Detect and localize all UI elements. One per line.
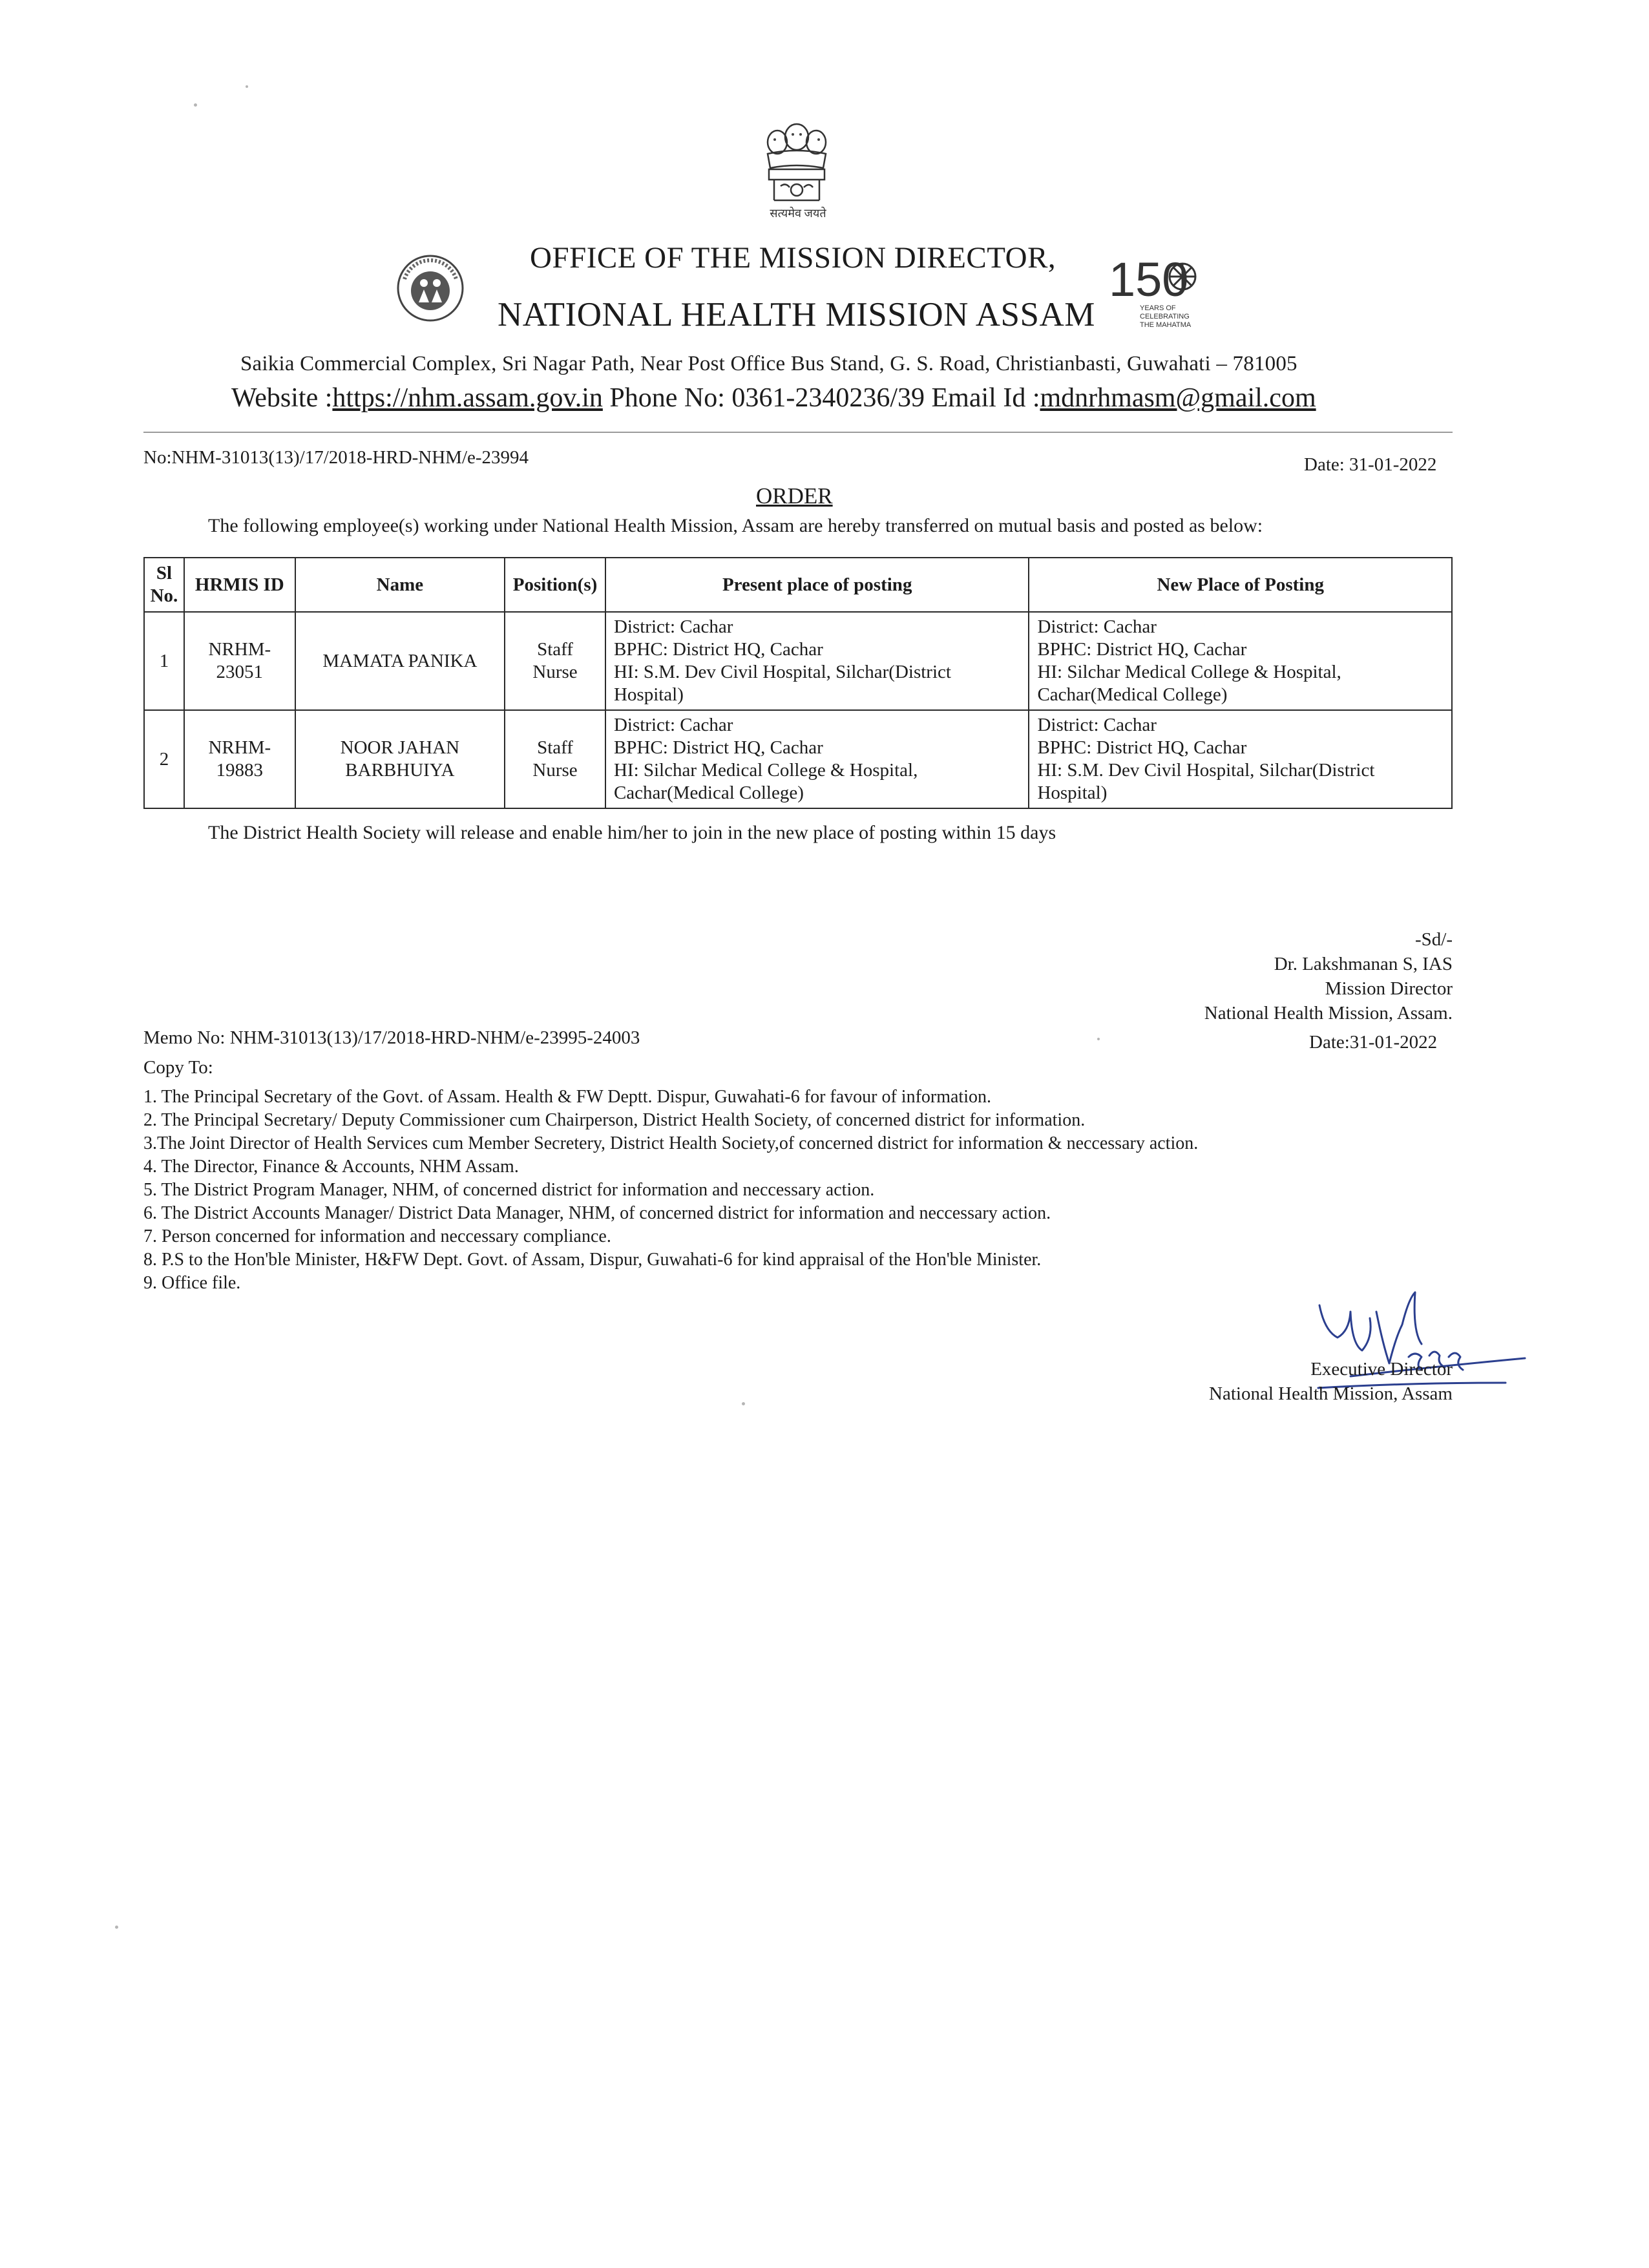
scan-speck (246, 85, 248, 88)
cell-sl: 1 (144, 612, 184, 710)
col-header-sl: Sl No. (144, 558, 184, 612)
present-line: BPHC: District HQ, Cachar (613, 737, 823, 758)
list-item: 7. Person concerned for information and neccessary compliance. (143, 1226, 611, 1246)
header-divider (143, 432, 1453, 433)
signatory-block (1204, 927, 1453, 1025)
table-row (144, 710, 1452, 808)
cell-new-place (1029, 710, 1452, 808)
new-line: Cachar(Medical College) (1037, 684, 1228, 705)
new-line: HI: S.M. Dev Civil Hospital, Silchar(District (1037, 760, 1375, 781)
logo-150-line3: THE MAHATMA (1140, 321, 1192, 329)
signatory-sd: -Sd/- (1415, 929, 1453, 950)
scan-speck (115, 1926, 118, 1929)
table-row (144, 612, 1452, 710)
cell-name: MAMATA PANIKA (295, 612, 505, 710)
nhm-logo-icon (395, 253, 465, 323)
new-line: BPHC: District HQ, Cachar (1037, 737, 1247, 758)
order-date: Date: 31-01-2022 (1304, 454, 1437, 475)
list-item: 5. The District Program Manager, NHM, of concerned district for information and neccessary action. (143, 1180, 875, 1200)
memo-number: Memo No: NHM-31013(13)/17/2018-HRD-NHM/e-23995-24003 (143, 1027, 640, 1048)
present-line: District: Cachar (613, 715, 733, 735)
cell-position: Staff Nurse (505, 612, 605, 710)
list-item: 6. The District Accounts Manager/ District Data Manager, NHM, of concerned district for information and neccessary action. (143, 1203, 1051, 1223)
mission-title: NATIONAL HEALTH MISSION ASSAM (498, 296, 1095, 333)
col-header-new: New Place of Posting (1029, 558, 1452, 612)
new-line: HI: Silchar Medical College & Hospital, (1037, 662, 1341, 682)
transfer-table (143, 557, 1453, 809)
present-line: BPHC: District HQ, Cachar (613, 639, 823, 660)
signatory-org: National Health Mission, Assam. (1204, 1003, 1453, 1024)
new-line: District: Cachar (1037, 715, 1157, 735)
logo-150-line1: YEARS OF (1140, 304, 1176, 312)
cell-present-place (605, 612, 1029, 710)
scan-speck (1097, 1038, 1100, 1040)
state-emblem-icon (748, 110, 845, 220)
website-link[interactable]: https://nhm.assam.gov.in (332, 383, 603, 413)
list-item: 3.The Joint Director of Health Services cum Member Secretery, District Health Society,of concerned district for information & neccessary action. (143, 1133, 1199, 1153)
release-note: The District Health Society will release and enable him/her to join in the new place of posting within 15 days (208, 822, 1056, 843)
new-line: BPHC: District HQ, Cachar (1037, 639, 1247, 660)
scan-speck (742, 1402, 745, 1405)
email-link[interactable]: mdnrhmasm@gmail.com (1040, 383, 1316, 413)
col-header-name: Name (295, 558, 505, 612)
list-item: 1. The Principal Secretary of the Govt. of Assam. Health & FW Deptt. Dispur, Guwahati-6 for favour of information. (143, 1087, 991, 1107)
signatory-designation: Mission Director (1325, 978, 1453, 999)
executive-designation: Executive Director (1310, 1359, 1453, 1380)
list-item: 2. The Principal Secretary/ Deputy Commissioner cum Chairperson, District Health Society, of concerned district for information. (143, 1110, 1086, 1130)
website-label: Website : (231, 383, 333, 413)
contact-line (231, 383, 1316, 414)
office-address: Saikia Commercial Complex, Sri Nagar Path, Near Post Office Bus Stand, G. S. Road, Christianbasti, Guwahati – 781005 (240, 352, 1297, 375)
list-item: 9. Office file. (143, 1273, 241, 1293)
table-header-row (144, 558, 1452, 612)
cell-present-place (605, 710, 1029, 808)
col-header-position: Position(s) (505, 558, 605, 612)
cell-hrmis: NRHM-23051 (184, 612, 295, 710)
copy-to-label: Copy To: (143, 1057, 213, 1078)
order-title: ORDER (756, 483, 833, 509)
new-line: District: Cachar (1037, 616, 1157, 637)
present-line: HI: S.M. Dev Civil Hospital, Silchar(District (613, 662, 951, 682)
order-number: No:NHM-31013(13)/17/2018-HRD-NHM/e-23994 (143, 447, 529, 468)
order-intro: The following employee(s) working under National Health Mission, Assam are hereby transferred on mutual basis and posted as below: (208, 515, 1263, 536)
phone-number: Phone No: 0361-2340236/39 (609, 383, 925, 413)
copy-to-list (143, 1086, 1198, 1295)
executive-block (1209, 1357, 1453, 1406)
cell-hrmis: NRHM-19883 (184, 710, 295, 808)
present-line: HI: Silchar Medical College & Hospital, (613, 760, 918, 781)
emblem-caption: सत्यमेव जयते (770, 207, 826, 220)
memo-date: Date:31-01-2022 (1309, 1032, 1438, 1053)
list-item: 4. The Director, Finance & Accounts, NHM Assam. (143, 1157, 519, 1177)
list-item: 8. P.S to the Hon'ble Minister, H&FW Dept. Govt. of Assam, Dispur, Guwahati-6 for kind appraisal of the Hon'ble Minister. (143, 1250, 1042, 1270)
logo-150-number: 150 (1109, 253, 1189, 306)
signatory-name: Dr. Lakshmanan S, IAS (1274, 954, 1453, 974)
executive-org: National Health Mission, Assam (1209, 1383, 1453, 1404)
cell-sl: 2 (144, 710, 184, 808)
present-line: District: Cachar (613, 616, 733, 637)
col-header-hrmis: HRMIS ID (184, 558, 295, 612)
present-line: Cachar(Medical College) (613, 782, 804, 803)
scan-speck (194, 103, 197, 107)
office-title: OFFICE OF THE MISSION DIRECTOR, (530, 241, 1056, 275)
present-line: Hospital) (613, 684, 684, 705)
email-label: Email Id : (931, 383, 1040, 413)
cell-new-place (1029, 612, 1452, 710)
gandhi-150-logo-icon (1106, 246, 1210, 336)
cell-position: Staff Nurse (505, 710, 605, 808)
col-header-present: Present place of posting (605, 558, 1029, 612)
logo-150-line2: CELEBRATING (1140, 313, 1190, 320)
new-line: Hospital) (1037, 782, 1108, 803)
cell-name: NOOR JAHAN BARBHUIYA (295, 710, 505, 808)
